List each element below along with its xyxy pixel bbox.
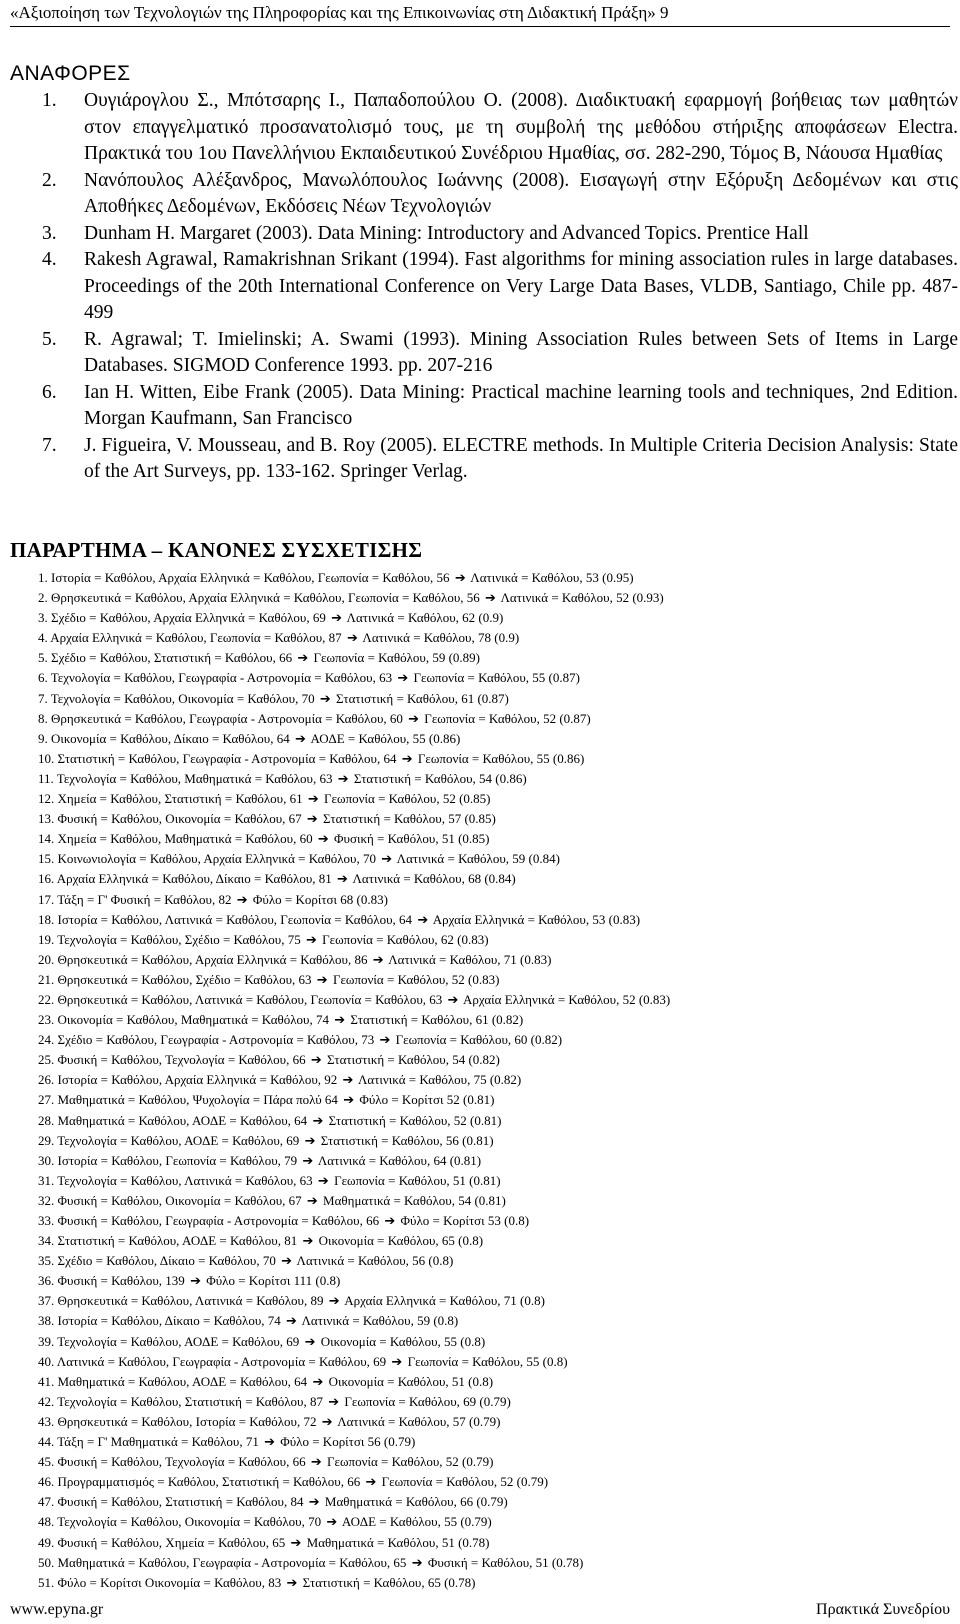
arrow-icon: ➔ bbox=[334, 1013, 346, 1029]
reference-text: Ian H. Witten, Eibe Frank (2005). Data Mining: Practical machine learning tools and techniques, 2nd Edition. Morgan Kaufmann, San Francisco bbox=[84, 381, 958, 429]
reference-number: 7. bbox=[42, 434, 57, 456]
rule-item bbox=[38, 849, 938, 869]
rule-item bbox=[38, 1332, 938, 1352]
arrow-icon: ➔ bbox=[290, 1535, 302, 1551]
page-header: «Αξιοποίηση των Τεχνολογιών της Πληροφορίας και της Επικοινωνίας στη Διδακτική Πράξη» 9 bbox=[10, 3, 950, 27]
rule-item bbox=[38, 1553, 938, 1573]
rule-consequent: Γεωπονία = Καθόλου, 51 (0.81) bbox=[334, 1172, 501, 1188]
arrow-icon: ➔ bbox=[391, 1354, 403, 1370]
footer-label: Πρακτικά Συνεδρίου bbox=[816, 1601, 950, 1618]
rule-consequent: Στατιστική = Καθόλου, 54 (0.82) bbox=[327, 1052, 500, 1068]
rule-antecedent: 29. Τεχνολογία = Καθόλου, ΑΟΔΕ = Καθόλου, 69 bbox=[38, 1132, 300, 1148]
rule-item bbox=[38, 990, 938, 1010]
rule-item bbox=[38, 1131, 938, 1151]
arrow-icon: ➔ bbox=[343, 1093, 355, 1109]
reference-item bbox=[10, 380, 958, 433]
reference-item bbox=[10, 221, 958, 248]
arrow-icon: ➔ bbox=[365, 1475, 377, 1491]
arrow-icon: ➔ bbox=[331, 611, 342, 627]
rule-item bbox=[38, 1211, 938, 1231]
rule-item bbox=[38, 1432, 938, 1452]
rule-antecedent: 27. Μαθηματικά = Καθόλου, Ψυχολογία = Πάρα πολύ 64 bbox=[38, 1092, 338, 1108]
arrow-icon: ➔ bbox=[328, 1394, 340, 1410]
arrow-icon: ➔ bbox=[190, 1274, 201, 1290]
rule-antecedent: 25. Φυσική = Καθόλου, Τεχνολογία = Καθόλου, 66 bbox=[38, 1052, 306, 1068]
rule-antecedent: 14. Χημεία = Καθόλου, Μαθηματικά = Καθόλου, 60 bbox=[38, 831, 313, 847]
rule-antecedent: 51. Φύλο = Κορίτσι Οικονομία = Καθόλου, 83 bbox=[38, 1574, 282, 1590]
arrow-icon: ➔ bbox=[306, 812, 318, 828]
rule-consequent: Λατινικά = Καθόλου, 56 (0.8) bbox=[296, 1253, 454, 1269]
rule-antecedent: 38. Ιστορία = Καθόλου, Δίκαιο = Καθόλου, 74 bbox=[38, 1313, 281, 1329]
rule-antecedent: 1. Ιστορία = Καθόλου, Αρχαία Ελληνικά = Καθόλου, Γεωπονία = Καθόλου, 56 bbox=[38, 570, 450, 585]
rule-consequent: Στατιστική = Καθόλου, 54 (0.86) bbox=[353, 770, 527, 786]
arrow-icon: ➔ bbox=[294, 731, 306, 747]
rule-antecedent: 8. Θρησκευτικά = Καθόλου, Γεωγραφία - Αστρονομία = Καθόλου, 60 bbox=[38, 710, 403, 726]
arrow-icon: ➔ bbox=[372, 952, 384, 968]
rule-consequent: Οικονομία = Καθόλου, 51 (0.8) bbox=[328, 1373, 494, 1389]
arrow-icon: ➔ bbox=[485, 591, 496, 607]
rule-antecedent: 46. Προγραμματισμός = Καθόλου, Στατιστική = Καθόλου, 66 bbox=[38, 1474, 361, 1490]
rule-item bbox=[38, 1472, 938, 1492]
rule-consequent: Γεωπονία = Καθόλου, 59 (0.89) bbox=[313, 650, 480, 666]
rule-antecedent: 2. Θρησκευτικά = Καθόλου, Αρχαία Ελληνικά = Καθόλου, Γεωπονία = Καθόλου, 56 bbox=[38, 590, 480, 606]
rule-consequent: Γεωπονία = Καθόλου, 52 (0.79) bbox=[327, 1454, 494, 1470]
reference-number: 2. bbox=[42, 169, 57, 191]
rule-consequent: Λατινικά = Καθόλου, 64 (0.81) bbox=[317, 1152, 482, 1168]
rule-item bbox=[38, 1512, 938, 1532]
rule-consequent: Λατινικά = Καθόλου, 57 (0.79) bbox=[337, 1413, 501, 1429]
reference-item bbox=[10, 88, 958, 168]
rule-consequent: Αρχαία Ελληνικά = Καθόλου, 53 (0.83) bbox=[432, 911, 641, 927]
rule-antecedent: 21. Θρησκευτικά = Καθόλου, Σχέδιο = Καθόλου, 63 bbox=[38, 971, 312, 987]
rule-antecedent: 44. Τάξη = Γ' Μαθηματικά = Καθόλου, 71 bbox=[38, 1434, 259, 1450]
rule-item bbox=[38, 608, 938, 628]
rule-antecedent: 50. Μαθηματικά = Καθόλου, Γεωγραφία - Αστρονομία = Καθόλου, 65 bbox=[38, 1554, 407, 1570]
rule-item bbox=[38, 1533, 938, 1553]
arrow-icon: ➔ bbox=[342, 1073, 354, 1089]
rule-item bbox=[38, 930, 938, 950]
arrow-icon: ➔ bbox=[312, 1374, 324, 1390]
rule-antecedent: 18. Ιστορία = Καθόλου, Λατινικά = Καθόλου, Γεωπονία = Καθόλου, 64 bbox=[38, 911, 413, 927]
arrow-icon: ➔ bbox=[286, 1575, 298, 1591]
rule-item bbox=[38, 1291, 938, 1311]
rule-antecedent: 24. Σχέδιο = Καθόλου, Γεωγραφία - Αστρονομία = Καθόλου, 73 bbox=[38, 1032, 375, 1048]
rule-item bbox=[38, 1090, 938, 1110]
arrow-icon: ➔ bbox=[321, 1414, 333, 1430]
reference-text: Ουγιάρογλου Σ., Μπότσαρης Ι., Παπαδοπούλου Ο. (2008). Διαδικτυακή εφαρμογή βοήθειας των μαθητών στον επαγγελματικό προσανατολισμό τους, με τη συμβολή της μεθόδου στήριξης αποφάσεων Electra. Πρακτικά του 1ου Πανελλήνιου Εκπαιδευτικού Συνέδριου Ημαθίας, σσ. 282-290, Τόμος Β, Νάουσα Ημαθίας bbox=[84, 90, 958, 164]
rule-item bbox=[38, 1573, 938, 1593]
reference-text: J. Figueira, V. Mousseau, and B. Roy (2005). ELECTRE methods. In Multiple Criteria Decision Analysis: State of the Art Surveys, pp. 133-162. Springer Verlag. bbox=[84, 434, 958, 482]
rule-item bbox=[38, 628, 938, 648]
rule-item bbox=[38, 910, 938, 930]
rule-consequent: Λατινικά = Καθόλου, 62 (0.9) bbox=[346, 610, 504, 626]
reference-item bbox=[10, 168, 958, 221]
arrow-icon: ➔ bbox=[236, 892, 248, 908]
rule-item bbox=[38, 568, 938, 588]
rule-consequent: Φύλο = Κορίτσι 53 (0.8) bbox=[400, 1213, 530, 1228]
rule-consequent: Φύλο = Κορίτσι 68 (0.83) bbox=[252, 891, 388, 907]
reference-item bbox=[10, 327, 958, 380]
rule-item bbox=[38, 1010, 938, 1030]
rule-item bbox=[38, 950, 938, 970]
rule-consequent: Στατιστική = Καθόλου, 57 (0.85) bbox=[323, 811, 496, 827]
arrow-icon: ➔ bbox=[305, 932, 317, 948]
rule-item bbox=[38, 1392, 938, 1412]
arrow-icon: ➔ bbox=[304, 1133, 316, 1149]
rule-consequent: Γεωπονία = Καθόλου, 55 (0.86) bbox=[417, 750, 585, 766]
rule-item bbox=[38, 1492, 938, 1512]
arrow-icon: ➔ bbox=[401, 751, 413, 767]
arrow-icon: ➔ bbox=[317, 1173, 329, 1189]
rule-consequent: Λατινικά = Καθόλου, 78 (0.9) bbox=[362, 630, 520, 646]
rule-antecedent: 28. Μαθηματικά = Καθόλου, ΑΟΔΕ = Καθόλου, 64 bbox=[38, 1112, 308, 1128]
rule-item bbox=[38, 829, 938, 849]
arrow-icon: ➔ bbox=[381, 852, 393, 868]
rule-antecedent: 34. Στατιστική = Καθόλου, ΑΟΔΕ = Καθόλου, 81 bbox=[38, 1233, 298, 1249]
rule-consequent: Γεωπονία = Καθόλου, 69 (0.79) bbox=[344, 1393, 511, 1409]
rule-item bbox=[38, 749, 938, 769]
arrow-icon: ➔ bbox=[411, 1555, 423, 1571]
rule-consequent: Οικονομία = Καθόλου, 55 (0.8) bbox=[320, 1333, 486, 1349]
rule-consequent: Φυσική = Καθόλου, 51 (0.78) bbox=[427, 1554, 584, 1570]
rule-antecedent: 43. Θρησκευτικά = Καθόλου, Ιστορία = Καθόλου, 72 bbox=[38, 1413, 317, 1429]
arrow-icon: ➔ bbox=[308, 1495, 320, 1511]
rule-antecedent: 31. Τεχνολογία = Καθόλου, Λατινικά = Καθόλου, 63 bbox=[38, 1172, 313, 1188]
reference-text: Νανόπουλος Αλέξανδρος, Μανωλόπουλος Ιωάννης (2008). Εισαγωγή στην Εξόρυξη Δεδομένων και στις Αποθήκες Δεδομένων, Εκδόσεις Νέων Τεχνολογιών bbox=[84, 169, 958, 217]
arrow-icon: ➔ bbox=[302, 1234, 314, 1250]
rule-antecedent: 6. Τεχνολογία = Καθόλου, Γεωγραφία - Αστρονομία = Καθόλου, 63 bbox=[38, 670, 393, 686]
rule-antecedent: 10. Στατιστική = Καθόλου, Γεωγραφία - Αστρονομία = Καθόλου, 64 bbox=[38, 750, 397, 766]
appendix-title: ΠΑΡΑΡΤΗΜΑ – ΚΑΝΟΝΕΣ ΣΥΣΧΕΤΙΣΗΣ bbox=[10, 538, 423, 562]
rule-antecedent: 11. Τεχνολογία = Καθόλου, Μαθηματικά = Καθόλου, 63 bbox=[38, 770, 333, 786]
arrow-icon: ➔ bbox=[286, 1314, 297, 1330]
rule-antecedent: 35. Σχέδιο = Καθόλου, Δίκαιο = Καθόλου, 70 bbox=[38, 1253, 276, 1269]
arrow-icon: ➔ bbox=[317, 832, 329, 848]
rule-consequent: Λατινικά = Καθόλου, 71 (0.83) bbox=[388, 951, 552, 967]
rule-consequent: Φύλο = Κορίτσι 52 (0.81) bbox=[359, 1092, 495, 1108]
rule-consequent: Γεωπονία = Καθόλου, 55 (0.87) bbox=[413, 670, 580, 686]
rule-antecedent: 41. Μαθηματικά = Καθόλου, ΑΟΔΕ = Καθόλου, 64 bbox=[38, 1373, 308, 1389]
rule-consequent: Λατινικά = Καθόλου, 52 (0.93) bbox=[500, 590, 664, 606]
rule-item bbox=[38, 970, 938, 990]
rule-antecedent: 36. Φυσική = Καθόλου, 139 bbox=[38, 1273, 185, 1289]
arrow-icon: ➔ bbox=[328, 1294, 340, 1310]
references-list bbox=[10, 88, 958, 486]
rule-consequent: Στατιστική = Καθόλου, 65 (0.78) bbox=[302, 1574, 476, 1590]
rule-consequent: Οικονομία = Καθόλου, 65 (0.8) bbox=[318, 1233, 484, 1249]
rule-consequent: Γεωπονία = Καθόλου, 52 (0.79) bbox=[381, 1474, 549, 1490]
arrow-icon: ➔ bbox=[384, 1214, 396, 1229]
rule-item bbox=[38, 809, 938, 829]
rule-consequent: Λατινικά = Καθόλου, 68 (0.84) bbox=[352, 871, 516, 887]
rule-consequent: Γεωπονία = Καθόλου, 62 (0.83) bbox=[322, 931, 489, 947]
reference-number: 1. bbox=[42, 90, 57, 111]
arrow-icon: ➔ bbox=[326, 1515, 338, 1531]
rule-item bbox=[38, 668, 938, 688]
rule-consequent: Φύλο = Κορίτσι 111 (0.8) bbox=[206, 1273, 341, 1289]
rule-item bbox=[38, 1171, 938, 1191]
rule-antecedent: 47. Φυσική = Καθόλου, Στατιστική = Καθόλου, 84 bbox=[38, 1494, 304, 1510]
rule-item bbox=[38, 1251, 938, 1271]
arrow-icon: ➔ bbox=[306, 1193, 318, 1209]
rule-antecedent: 4. Αρχαία Ελληνικά = Καθόλου, Γεωπονία = Καθόλου, 87 bbox=[38, 630, 342, 646]
reference-text: Rakesh Agrawal, Ramakrishnan Srikant (1994). Fast algorithms for mining association rules in large databases. Proceedings of the 20th International Conference on Very Large Data Bases, VLDB, Santiago, Chile pp. 487-499 bbox=[84, 249, 958, 323]
rule-consequent: Φυσική = Καθόλου, 51 (0.85) bbox=[334, 831, 490, 847]
footer-website[interactable]: www.epyna.gr bbox=[10, 1601, 104, 1618]
arrow-icon: ➔ bbox=[417, 912, 429, 928]
rule-consequent: Λατινικά = Καθόλου, 59 (0.84) bbox=[396, 851, 560, 867]
arrow-icon: ➔ bbox=[447, 992, 459, 1008]
rule-consequent: Στατιστική = Καθόλου, 61 (0.87) bbox=[336, 690, 509, 706]
rule-antecedent: 13. Φυσική = Καθόλου, Οικονομία = Καθόλου, 67 bbox=[38, 811, 302, 827]
arrow-icon: ➔ bbox=[454, 571, 466, 586]
rule-antecedent: 48. Τεχνολογία = Καθόλου, Οικονομία = Καθόλου, 70 bbox=[38, 1514, 322, 1530]
arrow-icon: ➔ bbox=[304, 1334, 316, 1350]
rule-item bbox=[38, 588, 938, 608]
rule-item bbox=[38, 1352, 938, 1372]
reference-number: 5. bbox=[42, 328, 57, 350]
rule-antecedent: 37. Θρησκευτικά = Καθόλου, Λατινικά = Καθόλου, 89 bbox=[38, 1293, 324, 1309]
rules-list bbox=[38, 568, 938, 1593]
arrow-icon: ➔ bbox=[264, 1435, 275, 1451]
rule-consequent: Γεωπονία = Καθόλου, 52 (0.83) bbox=[332, 971, 500, 987]
rule-antecedent: 3. Σχέδιο = Καθόλου, Αρχαία Ελληνικά = Καθόλου, 69 bbox=[38, 610, 326, 626]
rule-item bbox=[38, 729, 938, 749]
rule-item bbox=[38, 1050, 938, 1070]
rule-antecedent: 20. Θρησκευτικά = Καθόλου, Αρχαία Ελληνικά = Καθόλου, 86 bbox=[38, 951, 368, 967]
rule-item bbox=[38, 1452, 938, 1472]
rule-antecedent: 40. Λατινικά = Καθόλου, Γεωγραφία - Αστρονομία = Καθόλου, 69 bbox=[38, 1353, 387, 1369]
rule-consequent: Μαθηματικά = Καθόλου, 66 (0.79) bbox=[324, 1494, 508, 1510]
rule-consequent: Φύλο = Κορίτσι 56 (0.79) bbox=[280, 1434, 416, 1450]
rule-item bbox=[38, 1151, 938, 1171]
rule-item bbox=[38, 689, 938, 709]
rule-antecedent: 16. Αρχαία Ελληνικά = Καθόλου, Δίκαιο = Καθόλου, 81 bbox=[38, 871, 332, 887]
rule-item bbox=[38, 890, 938, 910]
rule-item bbox=[38, 1070, 938, 1090]
rule-consequent: Γεωπονία = Καθόλου, 55 (0.8) bbox=[407, 1353, 568, 1369]
rule-antecedent: 5. Σχέδιο = Καθόλου, Στατιστική = Καθόλου, 66 bbox=[38, 650, 293, 666]
rule-consequent: Μαθηματικά = Καθόλου, 51 (0.78) bbox=[306, 1534, 490, 1550]
arrow-icon: ➔ bbox=[346, 631, 358, 647]
arrow-icon: ➔ bbox=[408, 711, 420, 727]
rule-item bbox=[38, 1311, 938, 1331]
page-footer bbox=[10, 1600, 950, 1620]
rule-antecedent: 30. Ιστορία = Καθόλου, Γεωπονία = Καθόλου, 79 bbox=[38, 1152, 298, 1168]
arrow-icon: ➔ bbox=[297, 651, 309, 667]
reference-number: 6. bbox=[42, 381, 57, 403]
rule-item bbox=[38, 1231, 938, 1251]
rule-consequent: Αρχαία Ελληνικά = Καθόλου, 52 (0.83) bbox=[463, 991, 671, 1007]
rule-antecedent: 49. Φυσική = Καθόλου, Χημεία = Καθόλου, 65 bbox=[38, 1534, 286, 1550]
arrow-icon: ➔ bbox=[397, 671, 409, 687]
arrow-icon: ➔ bbox=[337, 771, 349, 787]
rule-consequent: Στατιστική = Καθόλου, 61 (0.82) bbox=[350, 1012, 524, 1028]
rule-consequent: Μαθηματικά = Καθόλου, 54 (0.81) bbox=[323, 1192, 506, 1208]
rule-item bbox=[38, 709, 938, 729]
reference-number: 4. bbox=[42, 249, 57, 270]
references-title: ΑΝΑΦΟΡΕΣ bbox=[10, 62, 131, 85]
rule-antecedent: 45. Φυσική = Καθόλου, Τεχνολογία = Καθόλου, 66 bbox=[38, 1454, 306, 1470]
rule-antecedent: 15. Κοινωνιολογία = Καθόλου, Αρχαία Ελληνικά = Καθόλου, 70 bbox=[38, 851, 376, 867]
arrow-icon: ➔ bbox=[316, 972, 328, 988]
reference-item bbox=[10, 247, 958, 327]
rule-item bbox=[38, 1030, 938, 1050]
arrow-icon: ➔ bbox=[379, 1033, 391, 1049]
arrow-icon: ➔ bbox=[281, 1254, 292, 1270]
rule-item bbox=[38, 789, 938, 809]
rule-antecedent: 33. Φυσική = Καθόλου, Γεωγραφία - Αστρονομία = Καθόλου, 66 bbox=[38, 1213, 380, 1228]
rule-item bbox=[38, 1412, 938, 1432]
rule-item bbox=[38, 1271, 938, 1291]
rule-antecedent: 32. Φυσική = Καθόλου, Οικονομία = Καθόλου, 67 bbox=[38, 1192, 302, 1208]
rule-item bbox=[38, 769, 938, 789]
rule-antecedent: 19. Τεχνολογία = Καθόλου, Σχέδιο = Καθόλου, 75 bbox=[38, 931, 301, 947]
arrow-icon: ➔ bbox=[312, 1113, 324, 1129]
rule-antecedent: 23. Οικονομία = Καθόλου, Μαθηματικά = Καθόλου, 74 bbox=[38, 1012, 329, 1028]
rule-consequent: Γεωπονία = Καθόλου, 52 (0.87) bbox=[424, 710, 591, 726]
arrow-icon: ➔ bbox=[337, 872, 348, 888]
rule-antecedent: 7. Τεχνολογία = Καθόλου, Οικονομία = Καθόλου, 70 bbox=[38, 690, 315, 706]
rule-consequent: ΑΟΔΕ = Καθόλου, 55 (0.86) bbox=[310, 730, 461, 746]
rule-antecedent: 22. Θρησκευτικά = Καθόλου, Λατινικά = Καθόλου, Γεωπονία = Καθόλου, 63 bbox=[38, 991, 443, 1007]
rule-item bbox=[38, 648, 938, 668]
arrow-icon: ➔ bbox=[307, 792, 319, 808]
reference-number: 3. bbox=[42, 222, 57, 244]
rule-item bbox=[38, 1372, 938, 1392]
arrow-icon: ➔ bbox=[319, 691, 331, 707]
rule-item bbox=[38, 1111, 938, 1131]
arrow-icon: ➔ bbox=[302, 1153, 314, 1169]
rule-consequent: Λατινικά = Καθόλου, 53 (0.95) bbox=[470, 570, 634, 585]
reference-text: R. Agrawal; T. Imielinski; A. Swami (1993). Mining Association Rules between Sets of Items in Large Databases. SIGMOD Conference 1993. pp. 207-216 bbox=[84, 328, 958, 376]
rule-item bbox=[38, 1191, 938, 1211]
rule-consequent: Λατινικά = Καθόλου, 75 (0.82) bbox=[357, 1072, 522, 1088]
arrow-icon: ➔ bbox=[310, 1455, 322, 1471]
rule-consequent: Γεωπονία = Καθόλου, 52 (0.85) bbox=[324, 791, 491, 807]
rule-antecedent: 42. Τεχνολογία = Καθόλου, Στατιστική = Καθόλου, 87 bbox=[38, 1393, 323, 1409]
rule-antecedent: 39. Τεχνολογία = Καθόλου, ΑΟΔΕ = Καθόλου, 69 bbox=[38, 1333, 300, 1349]
rule-item bbox=[38, 869, 938, 889]
rule-consequent: ΑΟΔΕ = Καθόλου, 55 (0.79) bbox=[341, 1514, 492, 1530]
reference-item bbox=[10, 433, 958, 486]
rule-consequent: Στατιστική = Καθόλου, 56 (0.81) bbox=[320, 1132, 494, 1148]
reference-text: Dunham H. Margaret (2003). Data Mining: Introductory and Advanced Topics. Prentice Hall bbox=[84, 222, 809, 244]
rule-antecedent: 17. Τάξη = Γ' Φυσική = Καθόλου, 82 bbox=[38, 891, 232, 907]
rule-consequent: Γεωπονία = Καθόλου, 60 (0.82) bbox=[395, 1032, 563, 1048]
rule-antecedent: 9. Οικονομία = Καθόλου, Δίκαιο = Καθόλου, 64 bbox=[38, 730, 290, 746]
rule-consequent: Αρχαία Ελληνικά = Καθόλου, 71 (0.8) bbox=[344, 1293, 545, 1309]
rule-antecedent: 12. Χημεία = Καθόλου, Στατιστική = Καθόλου, 61 bbox=[38, 791, 303, 807]
rule-consequent: Λατινικά = Καθόλου, 59 (0.8) bbox=[301, 1313, 459, 1329]
rule-consequent: Στατιστική = Καθόλου, 52 (0.81) bbox=[328, 1112, 502, 1128]
rule-antecedent: 26. Ιστορία = Καθόλου, Αρχαία Ελληνικά = Καθόλου, 92 bbox=[38, 1072, 338, 1088]
arrow-icon: ➔ bbox=[310, 1053, 322, 1069]
